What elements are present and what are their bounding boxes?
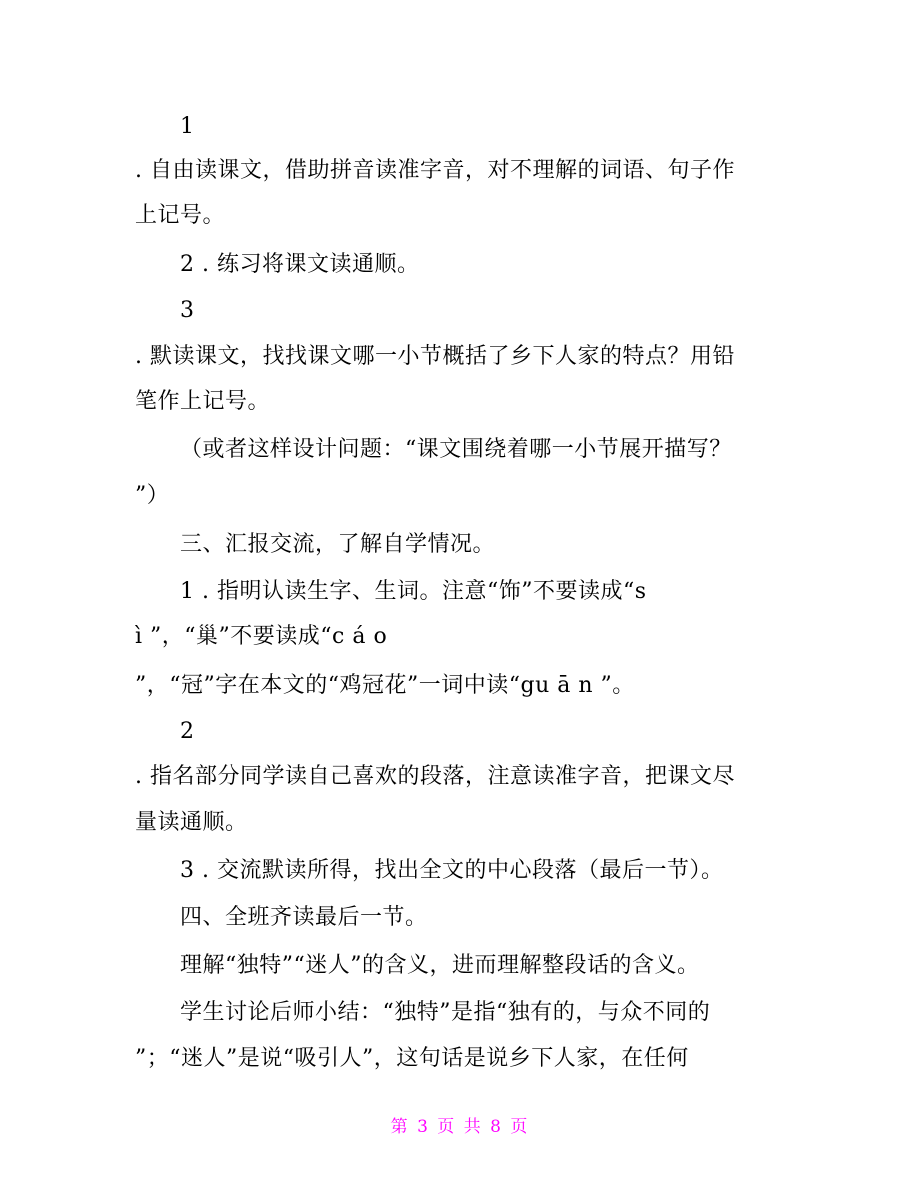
text-line: ”；“迷人”是说“吸引人”，这句话是说乡下人家，在任何 — [135, 1046, 689, 1071]
text-line: 量读通顺。 — [135, 810, 248, 835]
text-line: . 指名部分同学读自己喜欢的段落，注意读准字音，把课文尽 — [135, 764, 735, 789]
text-line: 1 . 指明认读生字、生词。注意“饰”不要读成“s — [180, 579, 647, 604]
text-line: 3 . 交流默读所得，找出全文的中心段落（最后一节）。 — [180, 858, 724, 883]
text-line: 3 — [180, 298, 195, 323]
text-line: . 默读课文，找找课文哪一小节概括了乡下人家的特点？用铅 — [135, 344, 735, 369]
text-line: ”） — [135, 483, 170, 508]
text-line: 1 — [180, 114, 195, 139]
text-line: . 自由读课文，借助拼音读准字音，对不理解的词语、句子作 — [135, 158, 735, 183]
text-line: ì ”，“巢”不要读成“c á o — [135, 624, 388, 649]
text-line: ”，“冠”字在本文的“鸡冠花”一词中读“gu ā n ”。 — [135, 673, 635, 698]
text-line: 理解“独特”“迷人”的含义，进而理解整段话的含义。 — [180, 953, 700, 978]
text-line: 笔作上记号。 — [135, 389, 271, 414]
text-line: 学生讨论后师小结：“独特”是指“独有的，与众不同的 — [180, 1000, 711, 1025]
page-footer: 第 3 页 共 8 页 — [390, 1117, 530, 1137]
text-line: 2 . 练习将课文读通顺。 — [180, 252, 420, 277]
text-line: 2 — [180, 719, 195, 744]
text-line: 三、汇报交流，了解自学情况。 — [180, 532, 496, 557]
text-line: 上记号。 — [135, 203, 226, 228]
text-line: （或者这样设计问题：“课文围绕着哪一小节展开描写？ — [180, 437, 732, 462]
text-line: 四、全班齐读最后一节。 — [180, 905, 428, 930]
